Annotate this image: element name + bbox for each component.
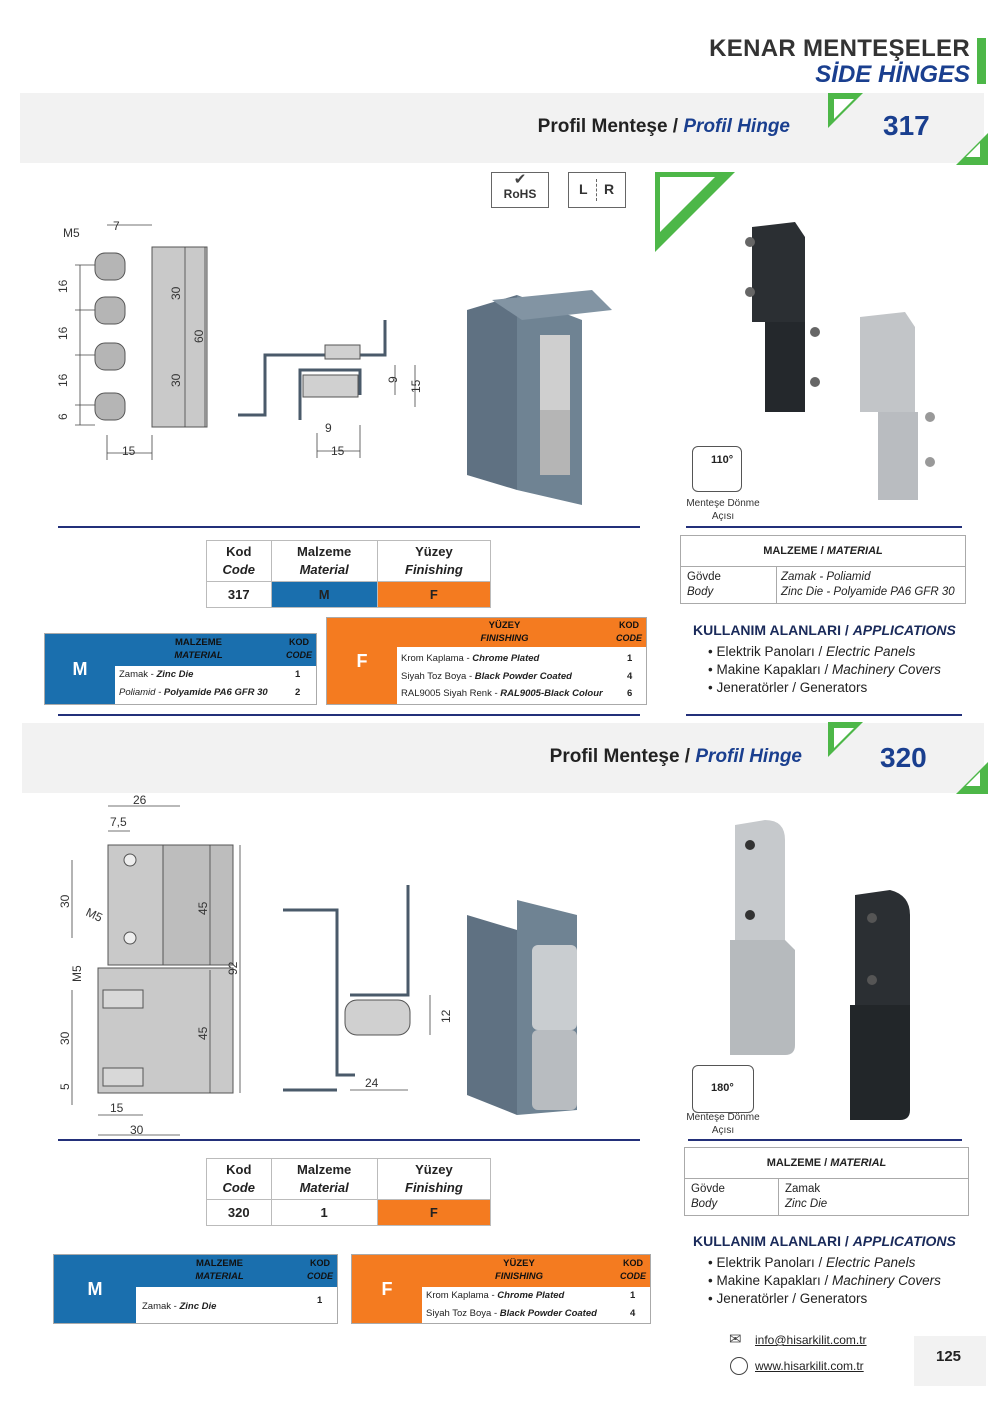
application-tr: Elektrik Panoları / (716, 1255, 827, 1270)
technical-drawing-320 (55, 790, 475, 1140)
lr-badge-divider (596, 179, 597, 201)
body-value-en: Zinc Die - Polyamide PA6 GFR 30 (781, 586, 955, 598)
finish-row (401, 653, 539, 664)
application-tr: Makine Kapakları / (716, 1273, 833, 1288)
legend-row-tr: Poliamid - (119, 687, 164, 698)
application-item (708, 679, 941, 697)
code-value: 317 (207, 582, 272, 608)
code-header-en: Code (222, 1180, 255, 1195)
application-en: Machinery Covers (832, 662, 941, 677)
product-image-320 (462, 900, 642, 1120)
material-box-value (785, 1182, 827, 1212)
application-en: Electric Panels (826, 644, 916, 659)
dim-5: 5 (58, 1083, 72, 1090)
dim-26: 26 (133, 793, 147, 807)
finish-legend-letter: F (327, 618, 397, 704)
dim-30c: 30 (130, 1123, 144, 1137)
finish-row-en: Black Powder Coated (499, 1308, 597, 1319)
material-box-divider (776, 566, 777, 603)
legend-header-en: MATERIAL (195, 1271, 244, 1282)
finishing-header (377, 541, 490, 582)
rotation-icon-320 (692, 1065, 754, 1113)
applications-title-en: APPLICATIONS (852, 622, 956, 638)
application-item (708, 1254, 941, 1272)
finish-legend-header (397, 618, 612, 647)
material-box-header-tr: MALZEME / (763, 545, 827, 557)
material-box-header-en: MATERIAL (826, 545, 883, 557)
finish-row-tr: RAL9005 Siyah Renk - (401, 688, 501, 699)
dim-7: 7 (113, 219, 120, 233)
application-en: Electric Panels (826, 1255, 916, 1270)
email-link[interactable]: info@hisarkilit.com.tr (755, 1333, 867, 1347)
applications-list (708, 643, 941, 697)
divider (58, 1139, 640, 1141)
material-header-en: Material (299, 1180, 349, 1195)
rotation-icon-317 (692, 446, 742, 492)
finish-header-tr: YÜZEY (488, 620, 521, 631)
finish-row-en: Chrome Plated (497, 1290, 565, 1301)
finish-row-code: 1 (627, 653, 633, 664)
product-number: 317 (883, 110, 930, 141)
material-box-header (681, 536, 965, 567)
applications-title (693, 1233, 956, 1249)
finish-row (426, 1308, 597, 1319)
application-en: Machinery Covers (832, 1273, 941, 1288)
application-item (708, 1290, 941, 1308)
globe-icon (730, 1357, 748, 1375)
rotation-label: Menteşe Dönme Açısı (686, 498, 760, 522)
code-header (207, 541, 272, 582)
section-title-en: SİDE HİNGES (815, 61, 970, 88)
code-table (206, 1158, 491, 1226)
product-title: Profil Menteşe / Profil Hinge (549, 746, 802, 767)
product-image-317 (462, 290, 632, 505)
dim-45b: 45 (196, 1026, 210, 1040)
dim-6: 6 (56, 413, 70, 420)
website-link[interactable]: www.hisarkilit.com.tr (755, 1359, 864, 1373)
finish-header-en: FINISHING (480, 633, 529, 644)
code-value: 320 (207, 1200, 272, 1226)
divider (58, 526, 640, 528)
dim-30a: 30 (169, 286, 183, 300)
material-header-tr: Malzeme (297, 1162, 352, 1177)
code-header-en: Code (222, 562, 255, 577)
dim-m5: M5 (63, 226, 80, 240)
finish-code: CODE (619, 1271, 646, 1281)
code-table (206, 540, 491, 608)
finishing-value: F (377, 1200, 490, 1226)
application-tr: Makine Kapakları / (716, 662, 833, 677)
finish-kod: KOD (623, 1258, 643, 1268)
application-item (708, 1272, 941, 1290)
dim-16a: 16 (56, 279, 70, 293)
dim-9b: 9 (386, 376, 400, 383)
rotation-angle: 110° (711, 454, 734, 466)
material-header-en: Material (299, 562, 349, 577)
legend-row-en: Zinc Die (179, 1301, 217, 1312)
body-value-tr: Zamak (785, 1183, 821, 1195)
legend-row-code: 1 (317, 1295, 323, 1306)
applications-title-tr: KULLANIM ALANLARI / (693, 622, 853, 638)
material-value: 1 (271, 1200, 377, 1226)
finish-header-tr: YÜZEY (503, 1258, 535, 1269)
material-box-divider (778, 1178, 779, 1215)
finishing-header-tr: Yüzey (415, 1162, 453, 1177)
finish-row-code: 4 (627, 671, 633, 682)
finish-row-tr: Siyah Toz Boya - (426, 1308, 500, 1319)
dim-30a: 30 (58, 894, 72, 908)
legend-row (119, 687, 268, 698)
dim-60: 60 (192, 329, 206, 343)
finishing-header-tr: Yüzey (415, 544, 453, 559)
finish-row-en: RAL9005-Black Colour (500, 688, 603, 699)
material-box (684, 1147, 969, 1216)
code-header (207, 1159, 272, 1200)
dim-24: 24 (365, 1076, 379, 1090)
product-number: 320 (880, 742, 927, 773)
rotation-angle: 180° (711, 1082, 734, 1094)
finish-row (401, 671, 572, 682)
material-box-header-tr: MALZEME / (766, 1157, 831, 1169)
header-green-bar (977, 38, 986, 84)
finish-row-en: Chrome Plated (472, 653, 540, 664)
dim-9a: 9 (325, 421, 332, 435)
technical-drawing-317 (55, 215, 445, 465)
rotation-label: Menteşe Dönme Açısı (686, 1112, 760, 1136)
dim-16c: 16 (56, 373, 70, 387)
legend-kod: KOD (289, 637, 309, 647)
divider (686, 714, 962, 716)
material-legend-header (136, 1255, 303, 1287)
legend-code: CODE (285, 650, 312, 660)
dim-7-5: 7,5 (110, 815, 127, 829)
dim-15c: 15 (409, 379, 423, 393)
check-icon: ✔ (513, 171, 527, 188)
body-label-tr: Gövde (691, 1183, 725, 1195)
section-title (709, 36, 970, 88)
applications-list (708, 1254, 941, 1308)
finishing-value: F (377, 582, 490, 608)
finishing-header (377, 1159, 490, 1200)
material-legend (53, 1254, 338, 1324)
legend-row-code: 2 (295, 687, 301, 698)
finishing-header-en: Finishing (405, 1180, 463, 1195)
lr-badge (568, 172, 626, 208)
legend-row-en: Zinc Die (156, 669, 194, 680)
finish-row-tr: Krom Kaplama - (401, 653, 473, 664)
finish-row-tr: Krom Kaplama - (426, 1290, 498, 1301)
code-header-tr: Kod (226, 544, 252, 559)
dim-m5a: M5 (83, 905, 105, 925)
application-item (708, 661, 941, 679)
lr-badge-l: L (579, 181, 588, 197)
code-header-tr: Kod (226, 1162, 252, 1177)
legend-row-en: Polyamide PA6 GFR 30 (163, 687, 268, 698)
legend-row (119, 669, 193, 680)
application-tr: Elektrik Panoları / (716, 644, 827, 659)
body-value-tr: Zamak - Poliamid (781, 571, 871, 583)
finish-header-en: FINISHING (494, 1271, 544, 1282)
material-legend-code-header (282, 634, 316, 666)
finish-row (426, 1290, 564, 1301)
finish-legend-code-header (616, 1255, 650, 1287)
applications-title (693, 622, 956, 638)
rohs-badge (491, 172, 549, 208)
legend-row-code: 1 (295, 669, 301, 680)
dim-45a: 45 (196, 901, 210, 915)
dim-15a: 15 (122, 444, 136, 458)
finishing-header-en: Finishing (405, 562, 463, 577)
material-legend-code-header (303, 1255, 337, 1287)
finish-legend (351, 1254, 651, 1324)
material-header (271, 1159, 377, 1200)
section-title-tr: KENAR MENTEŞELER (709, 35, 970, 62)
dim-30b: 30 (169, 373, 183, 387)
product-title-en: Profil Hinge (695, 746, 802, 767)
application-tr: Jeneratörler / Generators (716, 680, 868, 695)
material-box (680, 535, 966, 604)
dim-15b: 15 (331, 444, 345, 458)
finish-row-code: 4 (630, 1308, 636, 1319)
legend-code: CODE (306, 1271, 333, 1281)
finish-row-en: Black Powder Coated (474, 671, 572, 682)
finish-row-tr: Siyah Toz Boya - (401, 671, 475, 682)
finish-row (401, 688, 603, 699)
material-legend-letter: M (45, 634, 115, 704)
legend-header-en: MATERIAL (174, 650, 223, 661)
panel-corner-decor (655, 172, 745, 262)
divider (688, 1139, 962, 1141)
dim-12: 12 (439, 1009, 453, 1023)
material-box-label (691, 1182, 725, 1212)
dim-16b: 16 (56, 326, 70, 340)
material-legend-letter: M (54, 1255, 136, 1323)
body-label-en: Body (691, 1198, 718, 1210)
finish-legend-header (422, 1255, 616, 1287)
material-value: M (271, 582, 377, 608)
rohs-label: RoHS (503, 187, 537, 201)
material-header (271, 541, 377, 582)
mail-icon: ✉ (729, 1331, 742, 1348)
legend-kod: KOD (310, 1258, 330, 1268)
divider (686, 526, 962, 528)
legend-row (142, 1301, 216, 1312)
legend-row-tr: Zamak - (119, 669, 157, 680)
finish-legend (326, 617, 647, 705)
application-tr: Jeneratörler / Generators (716, 1291, 868, 1306)
body-label-en: Body (687, 586, 714, 598)
material-box-label (687, 570, 721, 600)
legend-header-tr: MALZEME (175, 637, 222, 648)
legend-header-tr: MALZEME (196, 1258, 243, 1269)
finish-kod: KOD (619, 620, 639, 630)
product-title: Profil Menteşe / Profil Hinge (537, 116, 790, 137)
product-title-tr: Profil Menteşe (549, 746, 680, 767)
application-item (708, 643, 941, 661)
page-number: 125 (936, 1348, 962, 1365)
dim-m5b: M5 (70, 965, 84, 982)
dim-15: 15 (110, 1101, 124, 1115)
material-box-header (685, 1148, 968, 1179)
material-header-tr: Malzeme (297, 544, 352, 559)
material-box-header-en: MATERIAL (830, 1157, 887, 1169)
dim-30b: 30 (58, 1031, 72, 1045)
material-legend (44, 633, 317, 705)
finish-legend-code-header (612, 618, 646, 647)
product-title-en: Profil Hinge (683, 116, 790, 137)
finish-legend-letter: F (352, 1255, 422, 1323)
material-box-value (781, 570, 955, 600)
finish-row-code: 1 (630, 1290, 636, 1301)
finish-row-code: 6 (627, 688, 633, 699)
applications-title-en: APPLICATIONS (852, 1233, 956, 1249)
body-label-tr: Gövde (687, 571, 721, 583)
body-value-en: Zinc Die (785, 1198, 828, 1210)
legend-row-tr: Zamak - (142, 1301, 180, 1312)
product-title-tr: Profil Menteşe (537, 116, 668, 137)
product-photo-317 (740, 222, 950, 502)
dim-92: 92 (226, 961, 240, 975)
applications-title-tr: KULLANIM ALANLARI / (693, 1233, 853, 1249)
lr-badge-r: R (604, 181, 615, 197)
finish-code: CODE (615, 633, 642, 643)
divider (58, 714, 640, 716)
material-legend-header (115, 634, 282, 666)
